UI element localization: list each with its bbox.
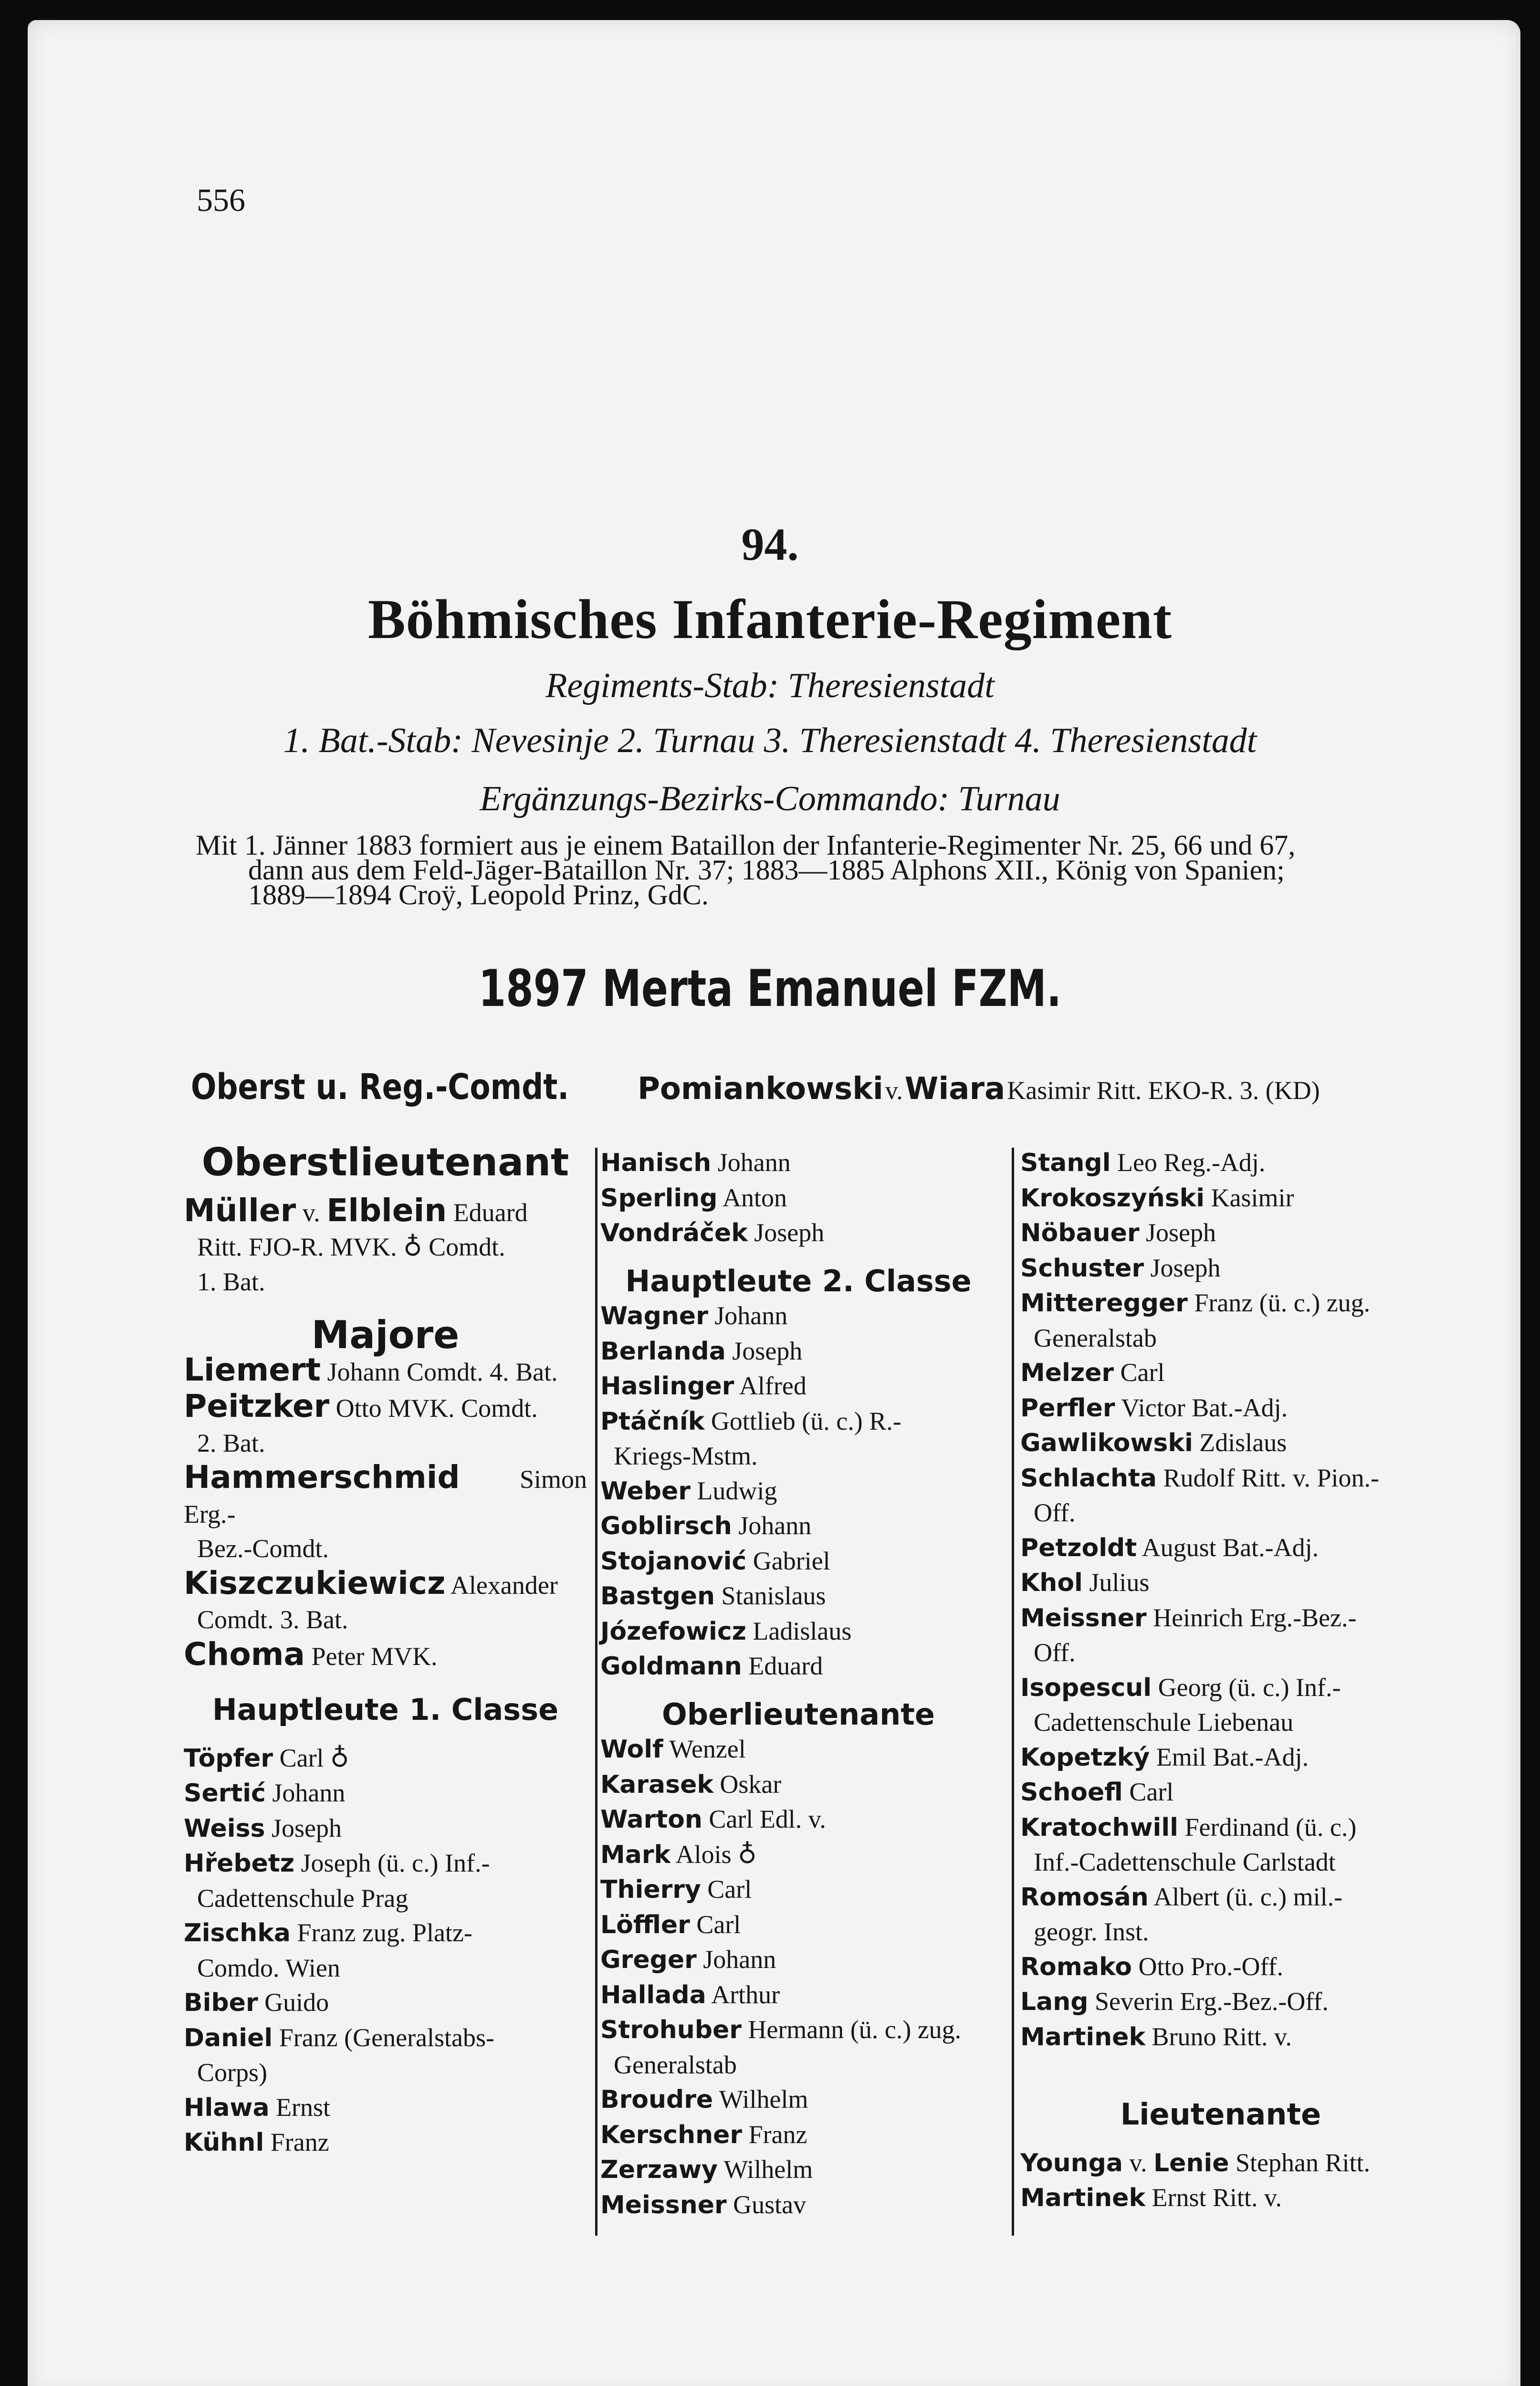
person-details: Kasimir — [1205, 1183, 1294, 1212]
person-surname: Kerschner — [600, 2120, 743, 2149]
person-details: Franz — [264, 2128, 329, 2156]
person-surname: Berlanda — [600, 1337, 726, 1366]
person-surname: Romako — [1020, 1952, 1132, 1981]
person-details: Eduard — [742, 1652, 823, 1680]
person-surname: Lenie — [1153, 2148, 1229, 2177]
person-details: Otto Pro.-Off. — [1131, 1952, 1283, 1981]
person-surname: Perfler — [1020, 1393, 1115, 1423]
list-item — [600, 1404, 996, 1474]
ergaenzungs-line: Ergänzungs-Bezirks-Commando: Turnau — [480, 779, 1060, 818]
person-surname: Haslinger — [600, 1372, 734, 1401]
person-details: Carl Edl. v. — [702, 1805, 826, 1833]
person-surname: Melzer — [1020, 1359, 1114, 1387]
person-details-cont: Off. — [1034, 1498, 1076, 1527]
list-item — [184, 1915, 587, 1985]
person-details: Alexander — [445, 1570, 558, 1600]
person-details: Georg (ü. c.) Inf.- — [1152, 1673, 1341, 1702]
person-details: Carl — [690, 1910, 741, 1939]
majore-list — [184, 1353, 587, 1674]
person-details-cont: Generalstab — [1034, 1323, 1157, 1352]
person-surname: Wolf — [600, 1735, 663, 1764]
person-surname: Meissner — [600, 2190, 727, 2219]
lieutenante-list — [1020, 2145, 1421, 2216]
list-item — [1020, 1461, 1421, 1530]
person-details-cont: Kriegs-Mstm. — [614, 1442, 758, 1470]
person-surname: Kiszczukiewicz — [184, 1564, 446, 1601]
person-details: Zdislaus — [1193, 1428, 1287, 1457]
person-details-cont: Comdo. Wien — [197, 1953, 340, 1982]
person-details: Wenzel — [663, 1735, 746, 1763]
person-details: Albert (ü. c.) mil.- — [1148, 1882, 1343, 1911]
list-item — [184, 2125, 587, 2160]
person-details: Ferdinand (ü. c.) — [1178, 1812, 1357, 1842]
list-item: Müller v. Elblein Eduard Ritt. FJO-R. MVK. ♁ Comdt. 1. Bat. — [184, 1192, 528, 1296]
person-details: Carl — [701, 1875, 752, 1904]
person-details: Carl — [1114, 1358, 1165, 1387]
list-item — [600, 1732, 996, 1767]
person-surname: Choma — [184, 1635, 305, 1673]
list-item — [1020, 2180, 1421, 2216]
person-details: Simon Erg.- — [184, 1465, 587, 1528]
person-surname: Krokoszyński — [1020, 1183, 1205, 1213]
person-surname: Warton — [600, 1805, 702, 1834]
section-heading: Oberlieutenante — [662, 1696, 935, 1732]
list-item — [1020, 1355, 1421, 1391]
person-details: Franz (Generalstabs- — [272, 2023, 495, 2052]
person-details: Hermann (ü. c.) zug. — [741, 2015, 962, 2044]
list-item — [184, 1389, 587, 1460]
section-heading: Lieutenante — [1120, 2097, 1321, 2132]
person-surname: Romosán — [1020, 1883, 1149, 1912]
person-details: Rudolf Ritt. v. Pion.- — [1157, 1463, 1380, 1492]
list-item — [600, 2187, 996, 2223]
list-item — [600, 1614, 996, 1649]
list-item — [600, 1907, 996, 1943]
person-details: Leo Reg.-Adj. — [1110, 1148, 1266, 1177]
column-1 — [184, 1140, 587, 2160]
list-item — [1020, 1286, 1421, 1355]
person-details: Johann — [732, 1511, 812, 1540]
person-surname: Goldmann — [600, 1652, 742, 1681]
person-details: Gustav — [726, 2190, 807, 2219]
list-item — [600, 2117, 996, 2153]
person-details: Joseph — [1144, 1253, 1221, 1282]
person-details: Gottlieb (ü. c.) R.- — [704, 1406, 901, 1435]
list-item — [1020, 1949, 1421, 1985]
list-item — [1020, 1530, 1421, 1566]
list-item — [184, 2090, 587, 2125]
person-surname: Sertić — [184, 1779, 266, 1808]
list-item — [600, 2012, 996, 2082]
person-surname: Petzoldt — [1020, 1533, 1137, 1562]
person-surname: Zerzawy — [600, 2156, 718, 2184]
person-surname: Stojanović — [600, 1547, 747, 1576]
column-3 — [1020, 1145, 1421, 2216]
person-details-cont: Comdt. 3. Bat. — [197, 1605, 348, 1634]
person-surname: Hřebetz — [184, 1849, 295, 1878]
person-details: Peter MVK. — [305, 1642, 438, 1671]
person-surname: Biber — [184, 1988, 258, 2017]
person-details: Johann — [265, 1779, 346, 1807]
list-item — [1020, 1251, 1421, 1286]
person-details: Joseph — [725, 1336, 803, 1365]
person-surname: Martinek — [1020, 2022, 1146, 2051]
person-details: Stephan Ritt. — [1229, 2148, 1370, 2177]
list-item — [600, 1978, 996, 2013]
person-surname: Sperling — [600, 1183, 718, 1213]
list-item — [184, 1637, 587, 1674]
column-divider — [595, 1148, 597, 2236]
list-item — [184, 1985, 587, 2020]
list-item — [1020, 1425, 1421, 1461]
person-surname: Mark — [600, 1840, 671, 1869]
section-heading: Majore — [311, 1313, 460, 1357]
person-surname: Löffler — [600, 1910, 690, 1939]
list-item — [184, 1353, 587, 1390]
list-item — [1020, 2145, 1421, 2181]
person-surname: Zischka — [184, 1919, 291, 1947]
person-surname: Gawlikowski — [1020, 1429, 1193, 1457]
person-surname: Daniel — [184, 2023, 273, 2052]
person-surname: Goblirsch — [600, 1512, 732, 1540]
person-details: Julius — [1082, 1568, 1150, 1597]
person-details: Franz — [742, 2120, 807, 2149]
oberst-line — [191, 1067, 1320, 1108]
person-surname: Schuster — [1020, 1254, 1144, 1283]
person-surname: Weiss — [184, 1814, 265, 1843]
person-details: Joseph (ü. c.) Inf.- — [294, 1849, 490, 1877]
person-details: Heinrich Erg.-Bez.- — [1146, 1603, 1357, 1632]
person-details-cont: Cadettenschule Liebenau — [1034, 1708, 1294, 1737]
person-details: Guido — [258, 1988, 329, 2017]
list-item — [600, 1145, 996, 1181]
person-surname: Lang — [1020, 1988, 1089, 2016]
person-surname: Liemert — [184, 1351, 321, 1388]
person-details: Carl — [1122, 1778, 1174, 1806]
person-surname: Wagner — [600, 1302, 708, 1330]
person-surname: Martinek — [1020, 2184, 1146, 2212]
list-item — [1020, 1670, 1421, 1740]
list-item — [600, 1215, 996, 1251]
person-details: Joseph — [747, 1218, 825, 1247]
list-item — [600, 1649, 996, 1684]
person-details-cont: Inf.-Cadettenschule Carlstadt — [1034, 1848, 1336, 1876]
person-details: Ludwig — [690, 1476, 777, 1505]
page-number: 556 — [197, 182, 245, 218]
list-item — [1020, 2020, 1421, 2055]
list-item — [1020, 1775, 1421, 1810]
person-details: Arthur — [706, 1980, 780, 2009]
list-item — [600, 1181, 996, 1216]
list-item — [600, 1474, 996, 1509]
column-divider — [1012, 1148, 1014, 2236]
oberst-rank: Oberst u. Reg.-Comdt. — [191, 1067, 569, 1108]
person-surname: Stangl — [1020, 1149, 1111, 1177]
person-surname: Hallada — [600, 1980, 706, 2009]
person-details: August Bat.-Adj. — [1137, 1533, 1319, 1562]
list-item — [184, 1811, 587, 1846]
person-surname: Kühnl — [184, 2128, 264, 2157]
person-surname: Mitteregger — [1020, 1289, 1188, 1318]
oberst-name: Pomiankowski — [637, 1071, 883, 1107]
oberst-name2: Wiara — [904, 1071, 1006, 1107]
person-details: Franz zug. Platz- — [291, 1918, 472, 1947]
person-surname: Schlachta — [1020, 1464, 1157, 1493]
person-details: Joseph — [265, 1813, 342, 1842]
person-surname: Kopetzký — [1020, 1743, 1150, 1772]
list-item — [600, 1872, 996, 1907]
person-surname: Hammerschmid — [184, 1459, 460, 1496]
oberst-particle: v. — [885, 1076, 903, 1105]
person-details-cont: Generalstab — [614, 2050, 737, 2079]
list-item — [184, 1460, 587, 1566]
person-details: Johann Comdt. 4. Bat. — [321, 1357, 558, 1386]
person-surname: Thierry — [600, 1875, 701, 1904]
person-surname: Józefowicz — [600, 1617, 746, 1646]
list-item — [1020, 1181, 1421, 1216]
list-item — [600, 1802, 996, 1837]
person-details: Ladislaus — [746, 1616, 852, 1645]
person-surname: Meissner — [1020, 1603, 1147, 1633]
list-item — [1020, 1880, 1421, 1949]
person-surname: Strohuber — [600, 2016, 742, 2044]
person-details-cont: Cadettenschule Prag — [197, 1884, 409, 1913]
person-details: Joseph — [1139, 1218, 1216, 1247]
person-surname: Hanisch — [600, 1149, 712, 1177]
list-item — [1020, 1215, 1421, 1251]
column-2 — [600, 1145, 996, 2222]
oberlieutenante-list — [600, 1732, 996, 2222]
list-item — [600, 1767, 996, 1802]
regiment-number: 94. — [741, 519, 799, 570]
person-details: Johann — [708, 1301, 788, 1330]
regiment-title: Böhmisches Infanterie-Regiment — [367, 588, 1173, 650]
section-heading: Oberstlieutenant — [201, 1140, 569, 1184]
section-heading: Hauptleute 2. Classe — [625, 1263, 972, 1298]
person-details: Otto MVK. Comdt. — [329, 1394, 538, 1423]
person-surname: Bastgen — [600, 1582, 715, 1611]
list-item — [184, 1776, 587, 1811]
list-item — [1020, 1601, 1421, 1670]
person-surname: Ptáčník — [600, 1407, 705, 1436]
person-surname: Hlawa — [184, 2093, 270, 2122]
person-details: Ernst Ritt. v. — [1145, 2183, 1282, 2212]
person-details: Oskar — [713, 1769, 782, 1799]
list-item — [1020, 1145, 1421, 1181]
person-details: Alois ♁ — [670, 1840, 757, 1869]
list-item — [1020, 1810, 1421, 1880]
person-surname: Broudre — [600, 2085, 713, 2114]
regiments-stab-line: Regiments-Stab: Theresienstadt — [545, 666, 995, 705]
list-item — [184, 1846, 587, 1915]
list-item — [600, 1942, 996, 1978]
list-item — [600, 1369, 996, 1404]
list-item — [600, 2152, 996, 2187]
person-details: Stanislaus — [715, 1581, 826, 1610]
list-item — [600, 1837, 996, 1873]
list — [1020, 1145, 1421, 2054]
list-item — [1020, 1984, 1421, 2020]
person-details-cont: Bez.-Comdt. — [197, 1534, 329, 1563]
person-details: Gabriel — [746, 1546, 830, 1575]
person-details-cont: 2. Bat. — [197, 1428, 265, 1457]
history-line: 1889—1894 Croÿ, Leopold Prinz, GdC. — [248, 879, 709, 910]
person-details: Wilhelm — [717, 2155, 813, 2184]
person-surname: Nöbauer — [1020, 1219, 1140, 1247]
list-item — [600, 1334, 996, 1369]
hauptleute1-list — [184, 1741, 587, 2160]
person-details: Johann — [711, 1148, 791, 1177]
person-surname: Greger — [600, 1946, 697, 1974]
section-heading: Hauptleute 1. Classe — [212, 1692, 559, 1727]
person-surname: Töpfer — [184, 1744, 273, 1773]
person-details-cont: geogr. Inst. — [1034, 1917, 1149, 1946]
person-surname: Weber — [600, 1476, 691, 1506]
list-item — [1020, 1565, 1421, 1601]
person-surname: Isopescul — [1020, 1673, 1152, 1702]
person-surname: Karasek — [600, 1770, 713, 1799]
person-details: Ernst — [269, 2093, 331, 2122]
person-surname: Schoefl — [1020, 1778, 1123, 1807]
name-particle: v. — [1122, 2148, 1153, 2177]
person-surname: Vondráček — [600, 1219, 748, 1247]
person-details: Severin Erg.-Bez.-Off. — [1088, 1987, 1329, 2016]
list-item — [1020, 1391, 1421, 1426]
person-details: Bruno Ritt. v. — [1145, 2022, 1292, 2051]
list-item — [1020, 1740, 1421, 1775]
list-item — [184, 1566, 587, 1637]
regiment-history — [196, 829, 1422, 910]
list-item — [600, 1508, 996, 1544]
person-details: Wilhelm — [713, 2085, 808, 2114]
list-item — [600, 2082, 996, 2117]
oberst-details: Kasimir Ritt. EKO-R. 3. (KD) — [1007, 1076, 1320, 1105]
battalion-stab-line: 1. Bat.-Stab: Nevesinje 2. Turnau 3. Theresienstadt 4. Theresienstadt — [283, 721, 1257, 760]
person-details: Franz (ü. c.) zug. — [1187, 1288, 1371, 1317]
person-details: Johann — [696, 1945, 776, 1974]
person-details: Victor Bat.-Adj. — [1115, 1393, 1288, 1422]
history-line: Mit 1. Jänner 1883 formiert aus je einem Bataillon der Infanterie-Regimenter Nr. 25, 66 und 67, — [196, 829, 1296, 861]
list-item — [184, 2020, 587, 2090]
list-item — [600, 1298, 996, 1334]
person-details: Emil Bat.-Adj. — [1150, 1742, 1309, 1771]
list-item — [600, 1579, 996, 1614]
list — [600, 1145, 996, 1251]
person-details: Anton — [717, 1183, 787, 1212]
person-surname: Peitzker — [184, 1388, 330, 1424]
person-details-cont: Off. — [1034, 1638, 1076, 1667]
person-surname: Khol — [1020, 1569, 1083, 1597]
list-item — [184, 1741, 587, 1776]
history-line: dann aus dem Feld-Jäger-Bataillon Nr. 37; 1883—1885 Alphons XII., König von Spanien; — [248, 854, 1285, 886]
regiment-owner: 1897 Merta Emanuel FZM. — [478, 959, 1062, 1018]
person-details: Carl ♁ — [273, 1743, 349, 1772]
person-surname: Younga — [1020, 2148, 1123, 2177]
person-details: Alfred — [734, 1371, 807, 1400]
hauptleute2-list — [600, 1298, 996, 1684]
person-surname: Kratochwill — [1020, 1813, 1178, 1842]
person-details-cont: Corps) — [197, 2058, 267, 2087]
list-item — [600, 1544, 996, 1579]
